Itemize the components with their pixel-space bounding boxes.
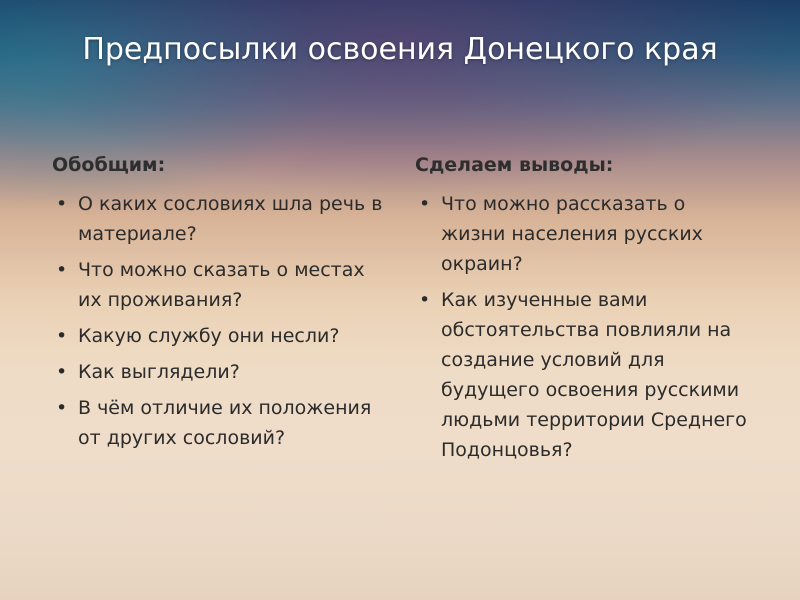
list-item: [52, 357, 387, 387]
bullet-icon: •: [56, 193, 68, 215]
bullet-icon: •: [56, 397, 68, 419]
list-item: [415, 189, 750, 279]
left-column: [52, 152, 387, 459]
list-item-text: Как выглядели?: [78, 361, 240, 383]
slide-title: Предпосылки освоения Донецкого края: [82, 32, 718, 67]
bullet-icon: •: [419, 289, 431, 311]
bullet-icon: •: [56, 361, 68, 383]
right-column: [415, 152, 750, 471]
list-item-text: Как изученные вами обстоятельства повлияли на создание условий для будущего освоения русскими людьми территории Среднего Подонцовья?: [441, 289, 747, 461]
list-item-text: Какую службу они несли?: [78, 325, 340, 347]
right-column-heading: Сделаем выводы:: [415, 154, 614, 176]
right-bullet-list: [415, 189, 750, 465]
list-item: [52, 189, 387, 249]
list-item: [52, 393, 387, 453]
list-item-text: В чём отличие их положения от других сословий?: [78, 397, 372, 449]
left-bullet-list: [52, 189, 387, 453]
left-column-heading: Обобщим:: [52, 154, 166, 176]
list-item: [415, 285, 750, 465]
bullet-icon: •: [419, 193, 431, 215]
list-item: [52, 255, 387, 315]
list-item: [52, 321, 387, 351]
list-item-text: О каких сословиях шла речь в материале?: [78, 193, 383, 245]
list-item-text: Что можно сказать о местах их проживания?: [78, 259, 365, 311]
bullet-icon: •: [56, 259, 68, 281]
list-item-text: Что можно рассказать о жизни населения русских окраин?: [441, 193, 703, 275]
bullet-icon: •: [56, 325, 68, 347]
